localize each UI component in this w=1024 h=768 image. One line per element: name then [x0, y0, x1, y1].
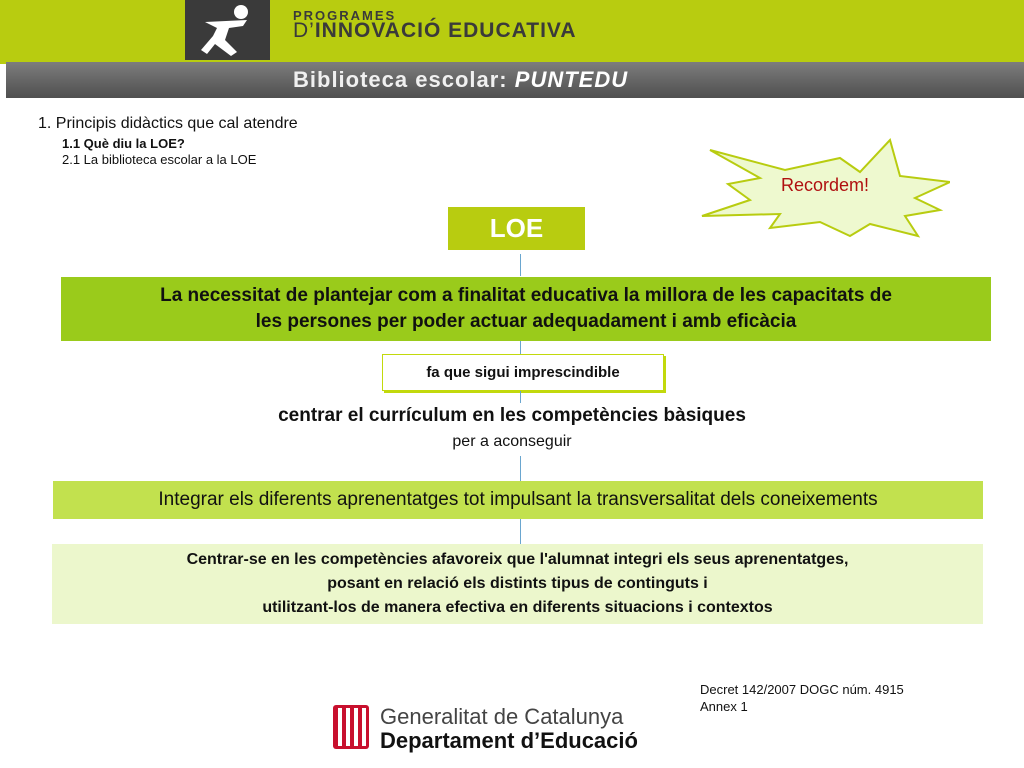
centrar-curriculum-text: centrar el currículum en les competències bàsiques [278, 405, 746, 426]
page-title-emph: PUNTEDU [514, 67, 629, 92]
connector-line [520, 456, 521, 481]
loe-box: LOE [448, 207, 585, 250]
competencies-line-3: utilitzant-los de manera efectiva en diferents situacions i contextos [262, 599, 773, 616]
department-name: Departament d’Educació [380, 728, 638, 753]
connector-line [520, 519, 521, 544]
annex-reference: Annex 1 [700, 699, 748, 714]
necessity-box [61, 277, 991, 341]
programs-title-prefix: D’ [293, 19, 315, 42]
imprescindible-box: fa que sigui imprescindible [382, 354, 664, 391]
competencies-line-2: posant en relació els distints tipus de continguts i [327, 575, 708, 592]
index-sub-item-1: 1.1 Què diu la LOE? [62, 136, 185, 151]
recordem-callout: Recordem! [780, 175, 870, 195]
index-sub-item-2: 2.1 La biblioteca escolar a la LOE [62, 152, 257, 167]
integrar-box: Integrar els diferents aprenentatges tot impulsant la transversalitat dels coneixements [53, 481, 983, 519]
generalitat-name: Generalitat de Catalunya [380, 704, 624, 729]
connector-line [520, 391, 521, 403]
necessity-line-2: les persones per poder actuar adequadament i amb eficàcia [255, 311, 797, 332]
generalitat-flag-icon [333, 705, 369, 749]
decret-reference: Decret 142/2007 DOGC núm. 4915 [700, 682, 904, 697]
page-title-main: Biblioteca escolar: [293, 67, 508, 92]
per-aconseguir-text: per a aconseguir [452, 433, 572, 450]
index-main-item: 1. Principis didàctics que cal atendre [38, 115, 298, 132]
necessity-line-1: La necessitat de plantejar com a finalitat educativa la millora de les capacitats de [160, 285, 892, 306]
connector-line [520, 341, 521, 354]
programs-title-main: INNOVACIÓ EDUCATIVA [314, 19, 577, 42]
running-figure-icon [185, 0, 270, 60]
connector-line [520, 254, 521, 276]
competencies-line-1: Centrar-se en les competències afavoreix que l'alumnat integri els seus aprenentatges, [186, 551, 849, 568]
programs-label: PROGRAMES [293, 8, 397, 23]
competencies-box [52, 544, 983, 624]
programs-title [293, 19, 577, 43]
page-title [293, 67, 628, 93]
programs-logo [185, 0, 270, 60]
